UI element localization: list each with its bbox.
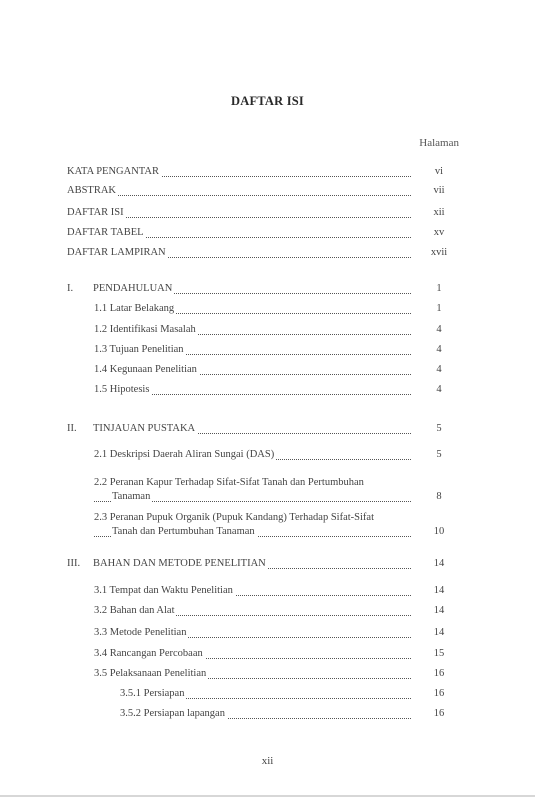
toc-entry-page: 8 xyxy=(419,489,459,505)
toc-section-2-2[interactable] xyxy=(94,475,459,505)
toc-entry-page: 5 xyxy=(419,421,459,437)
toc-entry-page: vi xyxy=(419,164,459,180)
toc-entry-label: 3.5 Pelaksanaan Penelitian xyxy=(94,668,207,679)
page-title: DAFTAR ISI xyxy=(231,94,304,108)
toc-entry-label: 3.3 Metode Penelitian xyxy=(94,627,187,638)
toc-entry-label: 3.1 Tempat dan Waktu Penelitian xyxy=(94,585,233,596)
toc-entry-page: 14 xyxy=(419,603,459,619)
toc-entry-page: 16 xyxy=(419,666,459,682)
toc-section-2-1[interactable] xyxy=(94,447,459,463)
toc-entry-label: DAFTAR ISI xyxy=(67,207,124,218)
toc-entry-label: KATA PENGANTAR xyxy=(67,166,159,177)
toc-section-3-4[interactable] xyxy=(94,646,459,662)
toc-entry-page: 5 xyxy=(419,447,459,463)
toc-section-2-3[interactable] xyxy=(94,510,459,540)
toc-subsection-3-5-2[interactable] xyxy=(120,706,459,722)
toc-section-3-5[interactable] xyxy=(94,666,459,682)
toc-entry-label: DAFTAR TABEL xyxy=(67,227,144,238)
toc-section-1-3[interactable] xyxy=(94,342,459,358)
toc-entry-label: 3.2 Bahan dan Alat xyxy=(94,605,175,616)
toc-entry-page: 10 xyxy=(419,524,459,540)
toc-section-3-1[interactable] xyxy=(94,583,459,599)
toc-entry-page: 4 xyxy=(419,362,459,378)
chapter-number: I. xyxy=(67,283,74,294)
toc-section-1-5[interactable] xyxy=(94,382,459,398)
toc-section-3-2[interactable] xyxy=(94,603,459,619)
toc-entry-page: 16 xyxy=(419,686,459,702)
chapter-number: III. xyxy=(67,558,81,569)
page-column-header: Halaman xyxy=(419,137,459,149)
toc-entry-daftar-lampiran[interactable] xyxy=(67,245,459,261)
toc-subsection-3-5-1[interactable] xyxy=(120,686,459,702)
toc-entry-page: vii xyxy=(419,183,459,199)
toc-entry-page: 4 xyxy=(419,382,459,398)
page-number: xii xyxy=(261,755,274,767)
toc-entry-page: 14 xyxy=(419,583,459,599)
toc-entry-label: DAFTAR LAMPIRAN xyxy=(67,247,166,258)
toc-entry-page: xii xyxy=(419,205,459,221)
toc-entry-label: 1.4 Kegunaan Penelitian xyxy=(94,364,197,375)
toc-entry-label: BAHAN DAN METODE PENELITIAN xyxy=(93,558,266,569)
toc-entry-label: 3.4 Rancangan Percobaan xyxy=(94,648,203,659)
toc-entry-page: 14 xyxy=(419,625,459,641)
toc-section-1-2[interactable] xyxy=(94,322,459,338)
toc-entry-page: xv xyxy=(419,225,459,241)
toc-entry-label: PENDAHULUAN xyxy=(93,283,173,294)
toc-entry-kata-pengantar[interactable] xyxy=(67,164,459,180)
toc-entry-label: 2.3 Peranan Pupuk Organik (Pupuk Kandang) Terhadap Sifat-Sifat xyxy=(94,512,374,523)
toc-entry-label: 2.1 Deskripsi Daerah Aliran Sungai (DAS) xyxy=(94,449,275,460)
chapter-number: II. xyxy=(67,423,77,434)
toc-entry-page: 14 xyxy=(419,556,459,572)
toc-entry-page: 1 xyxy=(419,281,459,297)
toc-entry-abstrak[interactable] xyxy=(67,183,459,199)
toc-entry-label: 1.3 Tujuan Penelitian xyxy=(94,344,184,355)
toc-entry-page: 4 xyxy=(419,322,459,338)
toc-section-1-1[interactable] xyxy=(94,301,459,317)
dot-leader xyxy=(67,195,411,196)
toc-section-1-4[interactable] xyxy=(94,362,459,378)
toc-entry-label: 1.5 Hipotesis xyxy=(94,384,150,395)
toc-entry-continuation xyxy=(94,524,411,540)
toc-entry-label: 3.5.1 Persiapan xyxy=(120,688,185,699)
toc-entry-daftar-isi[interactable] xyxy=(67,205,459,221)
toc-chapter-bahan-dan-metode[interactable] xyxy=(93,556,459,572)
toc-entry-daftar-tabel[interactable] xyxy=(67,225,459,241)
toc-entry-label: 1.2 Identifikasi Masalah xyxy=(94,324,196,335)
toc-entry-page: xvii xyxy=(419,245,459,261)
toc-chapter-pendahuluan[interactable] xyxy=(93,281,459,297)
toc-entry-label: 1.1 Latar Belakang xyxy=(94,303,175,314)
toc-section-3-3[interactable] xyxy=(94,625,459,641)
toc-entry-page: 15 xyxy=(419,646,459,662)
toc-entry-label: 3.5.2 Persiapan lapangan xyxy=(120,708,225,719)
toc-entry-page: 4 xyxy=(419,342,459,358)
toc-entry-continuation xyxy=(94,489,411,505)
toc-chapter-tinjauan-pustaka[interactable] xyxy=(93,421,459,437)
toc-entry-page: 1 xyxy=(419,301,459,317)
toc-entry-label-line2: Tanaman xyxy=(112,491,151,502)
toc-entry-label: TINJAUAN PUSTAKA xyxy=(93,423,196,434)
scan-edge-divider xyxy=(0,795,535,797)
toc-entry-label: 2.2 Peranan Kapur Terhadap Sifat-Sifat Tanah dan Pertumbuhan xyxy=(94,477,364,488)
toc-entry-label: ABSTRAK xyxy=(67,185,117,196)
toc-entry-label-line2: Tanah dan Pertumbuhan Tanaman xyxy=(112,526,255,537)
toc-entry-page: 16 xyxy=(419,706,459,722)
